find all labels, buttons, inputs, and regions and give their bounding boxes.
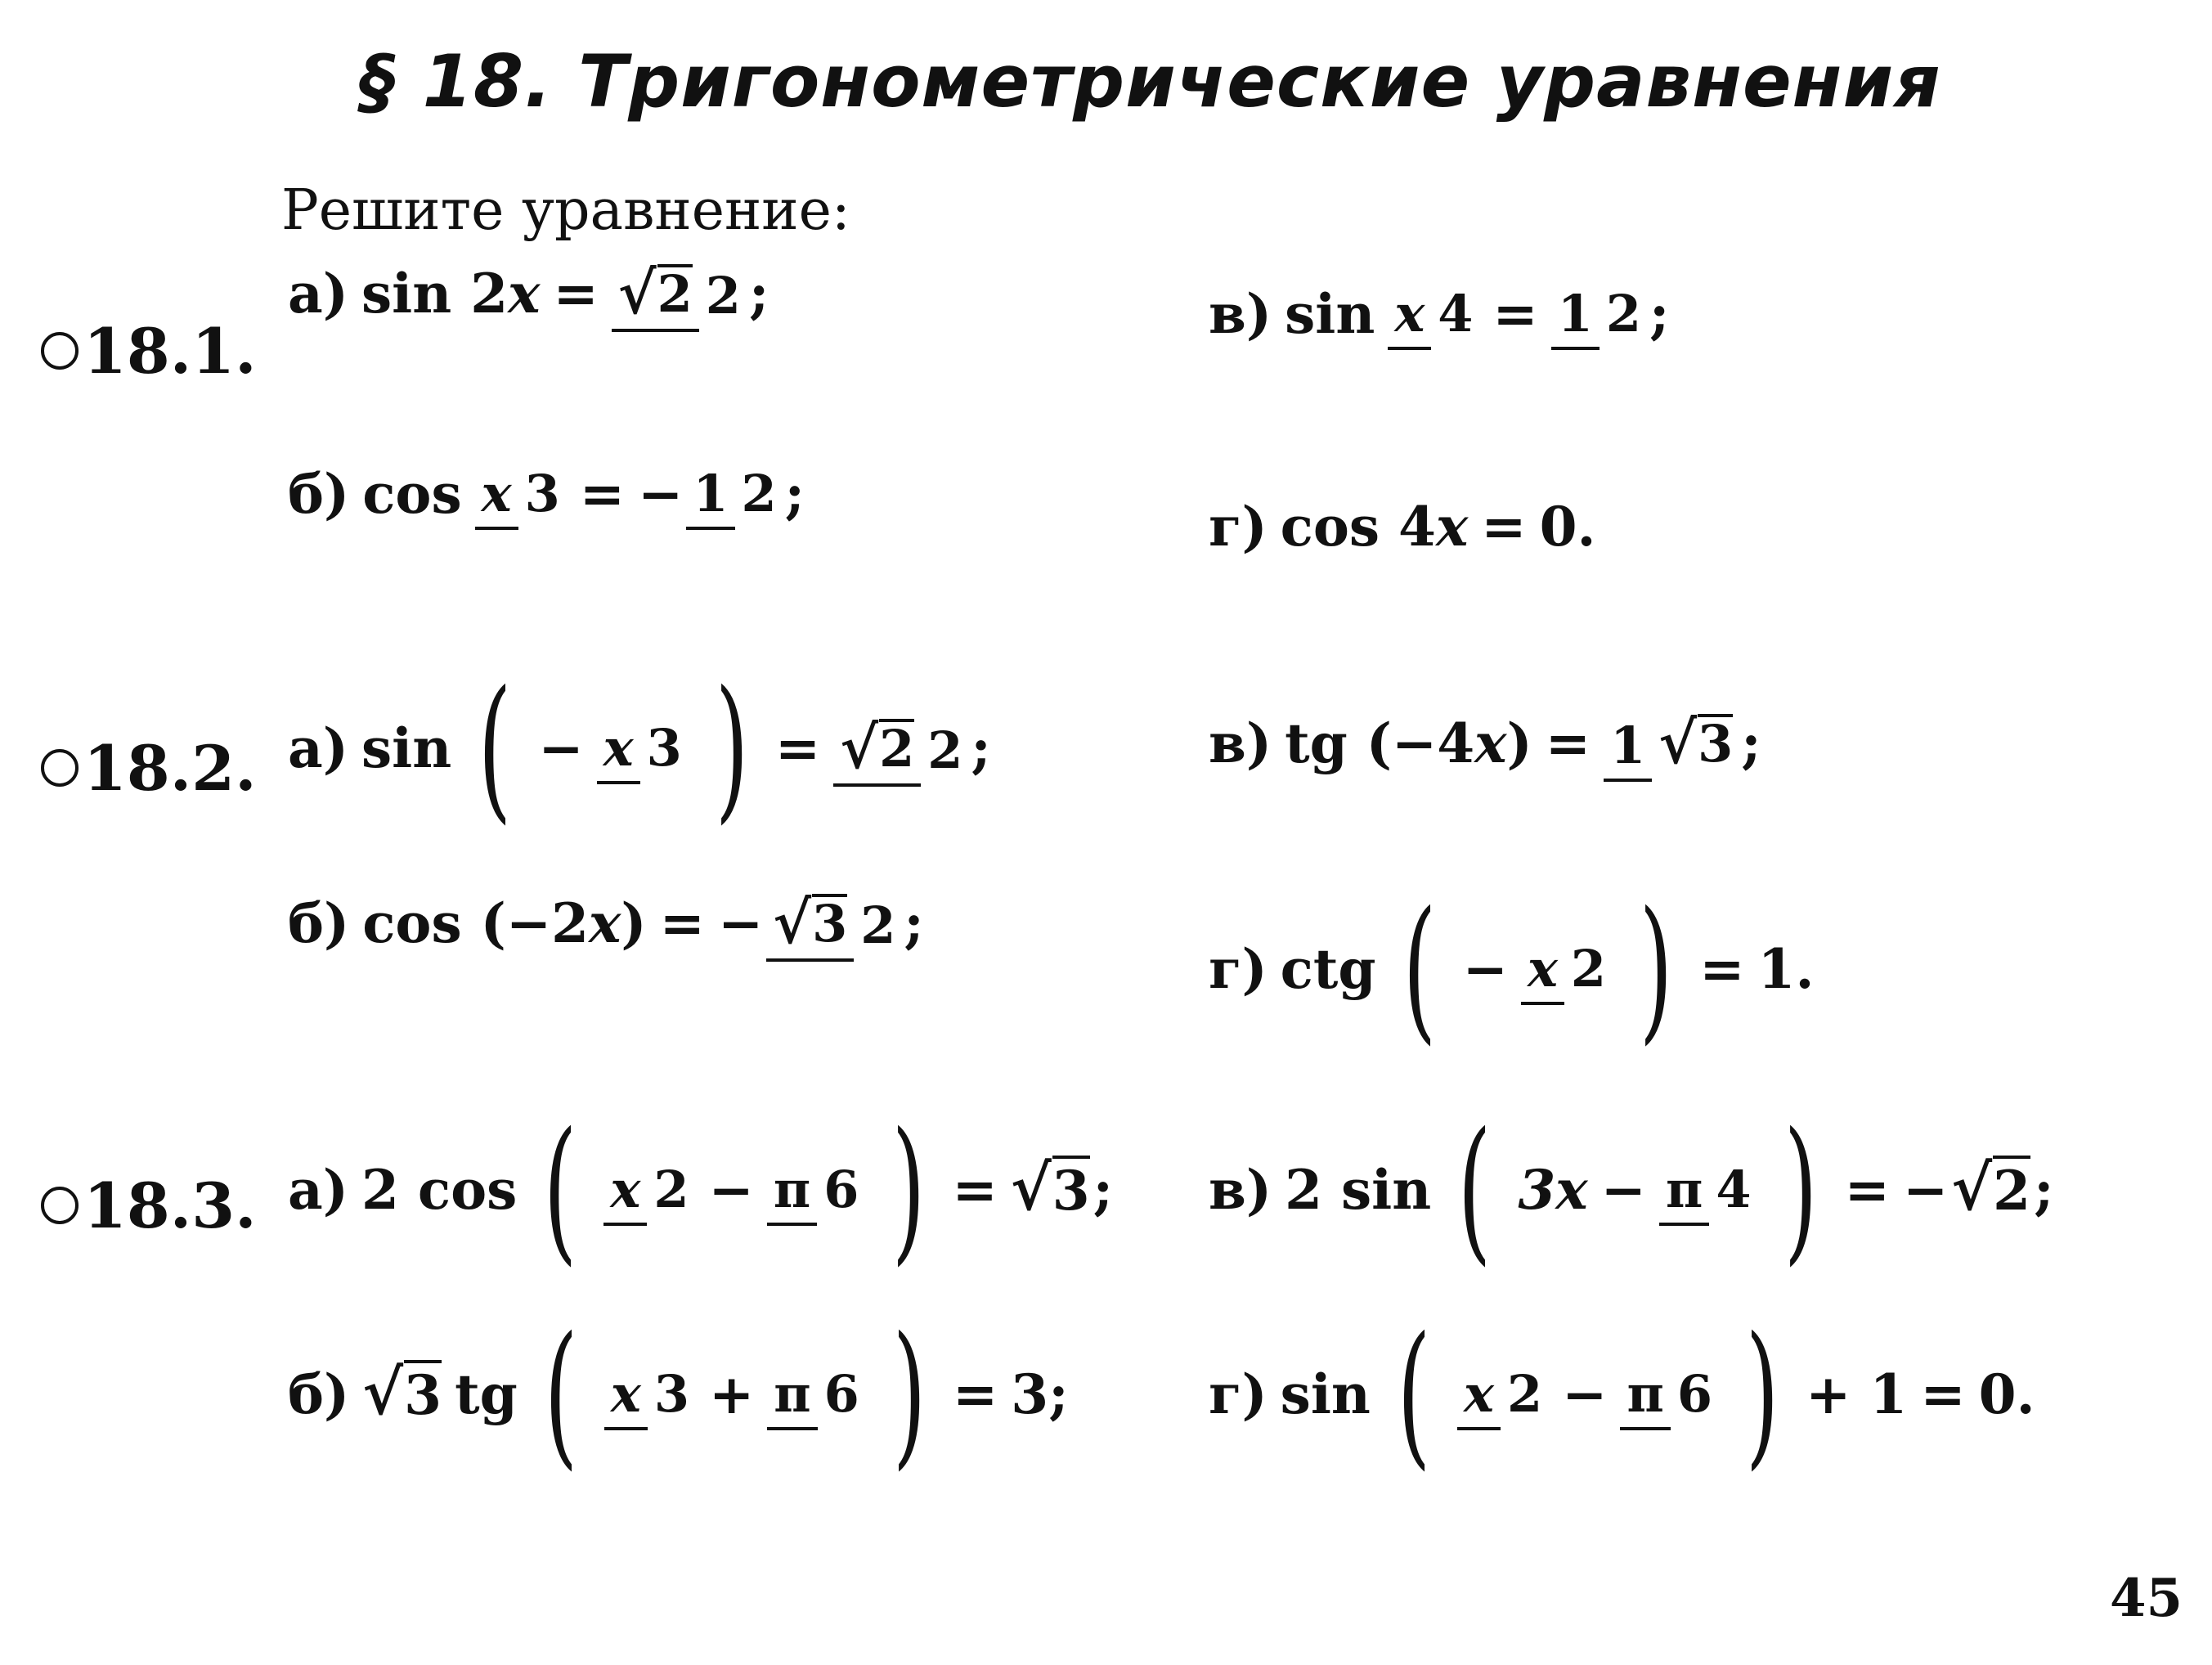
- problem-number: 18.2.: [41, 732, 257, 805]
- section-title: § 18. Тригонометрические уравнения: [360, 39, 1941, 123]
- equation-18-3-v: в) 2 sin ( 3x − π 4 ) = − √2 ;: [1209, 1099, 2054, 1280]
- equation-18-2-b: б) cos (−2 x ) = − √ 3 2 ;: [281, 891, 931, 955]
- left-paren: (: [544, 1304, 578, 1484]
- equation-18-1-a: а) sin 2 x = √ 2 2 ;: [281, 262, 775, 325]
- circle-marker-icon: [41, 749, 79, 787]
- equation-18-1-v: в) sin x 4 = 1 2 ;: [1202, 282, 1676, 346]
- right-paren: ): [892, 1099, 926, 1280]
- left-paren: (: [1457, 1099, 1492, 1280]
- equation-18-2-v: в) tg (−4 x ) = 1 √ 3 ;: [1202, 711, 1768, 775]
- equation-18-3-a: а) 2 cos ( x 2 − π 6 ) = √3 ;: [288, 1099, 1114, 1280]
- right-paren: ): [715, 657, 749, 838]
- left-paren: (: [543, 1099, 577, 1280]
- equation-18-2-g: г) ctg ( − x 2 ) = 1.: [1209, 878, 1815, 1059]
- right-paren: ): [1745, 1304, 1779, 1484]
- right-paren: ): [1784, 1099, 1818, 1280]
- instruction-text: Решите уравнение:: [281, 178, 850, 243]
- problem-number: 18.3.: [41, 1169, 257, 1242]
- problem-number: 18.1.: [41, 315, 257, 388]
- equation-18-3-g: г) sin ( x 2 − π 6 ) + 1 = 0.: [1209, 1304, 2035, 1484]
- left-paren: (: [1397, 1304, 1431, 1484]
- equation-18-2-a: а) sin ( − x 3 ) = √ 2 2 ;: [288, 657, 991, 838]
- circle-marker-icon: [41, 332, 79, 370]
- right-paren: ): [1639, 878, 1673, 1059]
- left-paren: (: [478, 657, 512, 838]
- circle-marker-icon: [41, 1187, 79, 1224]
- page-number: 45: [2109, 1568, 2183, 1629]
- left-paren: (: [1402, 878, 1436, 1059]
- right-paren: ): [892, 1304, 927, 1484]
- equation-18-1-g: г) cos 4 x = 0.: [1209, 495, 1596, 559]
- equation-18-3-b: б) √3 tg ( x 3 + π 6 ) = 3;: [288, 1304, 1069, 1484]
- equation-18-1-b: б) cos x 3 = − 1 2 ;: [281, 462, 811, 526]
